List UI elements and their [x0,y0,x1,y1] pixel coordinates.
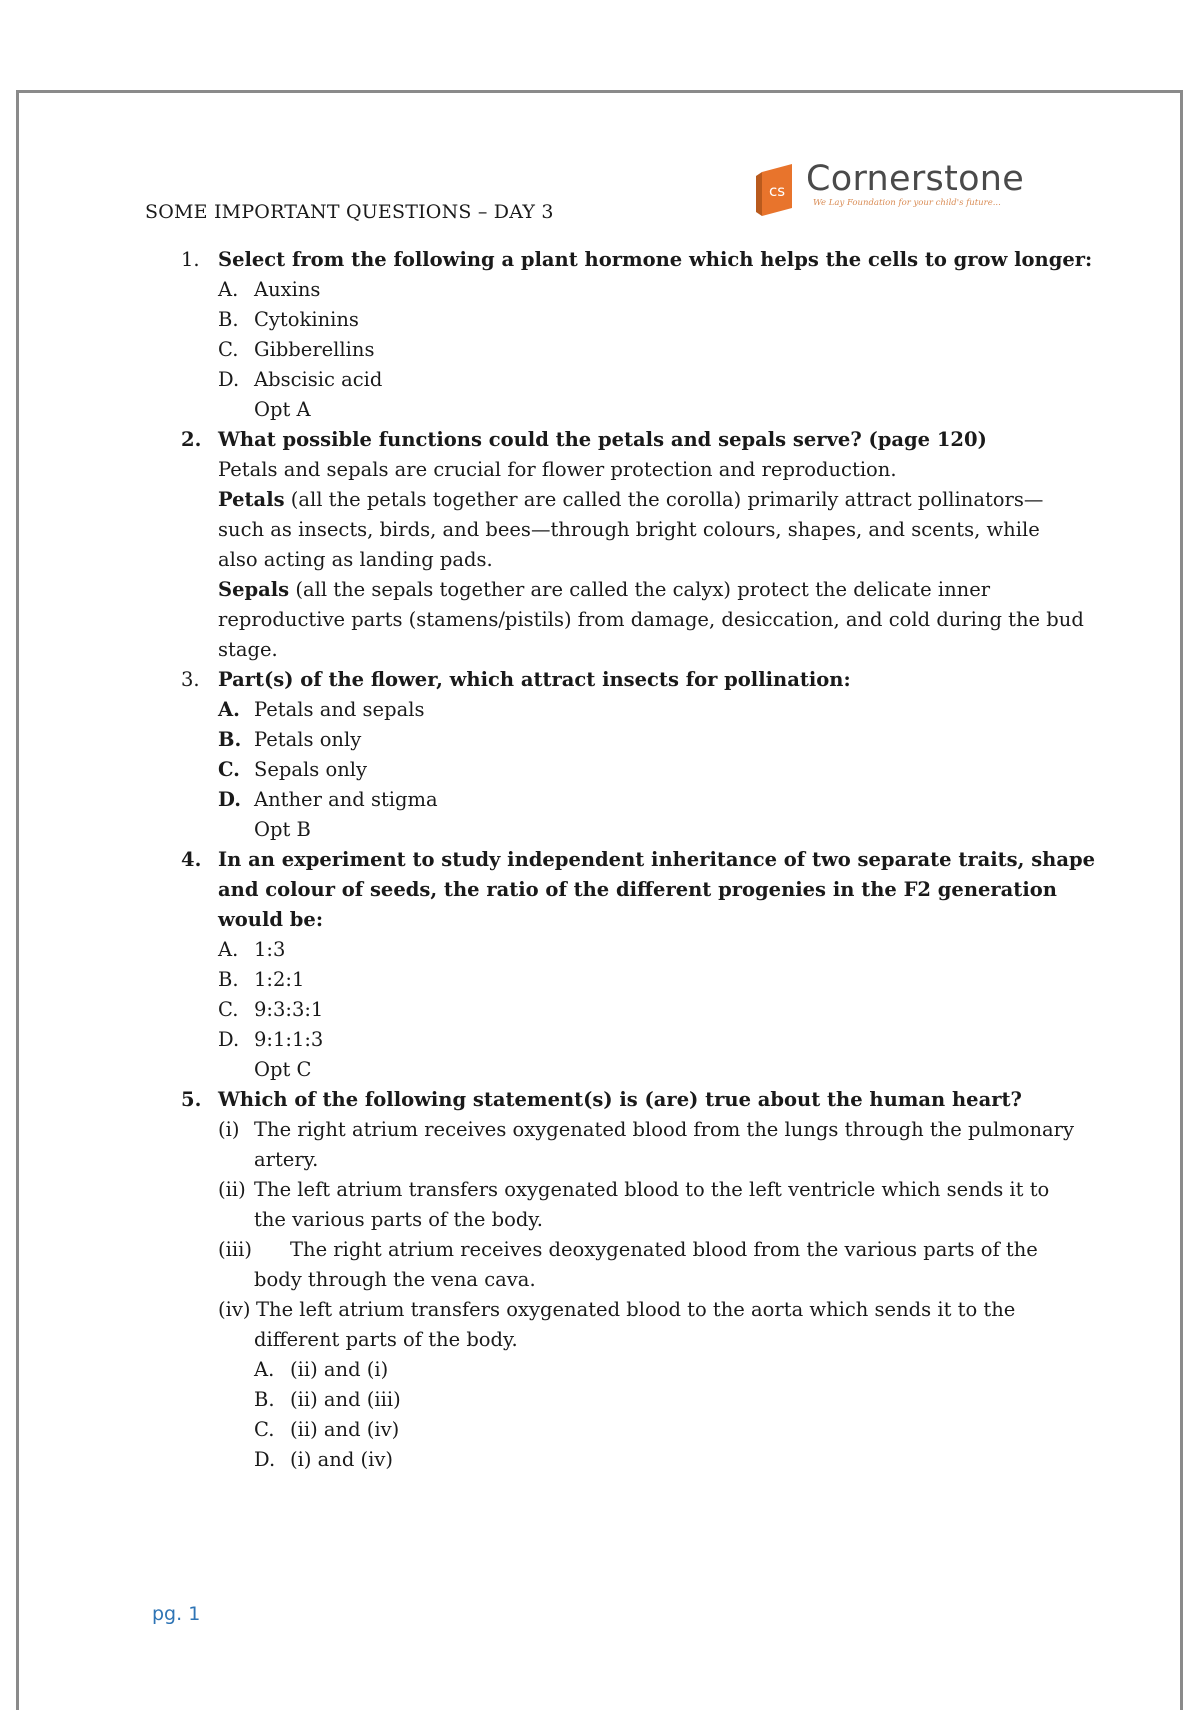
petals-text: (all the petals together are called the corolla) primarily attract pollinators— [284,488,1044,511]
answer-text: reproductive parts (stamens/pistils) from damage, desiccation, and cold during the bud [218,608,1084,631]
sepals-text: (all the sepals together are called the calyx) protect the delicate inner [289,578,991,601]
answer-text: Opt C [254,1058,312,1081]
statement-label: (iii) [218,1238,252,1261]
option-letter: B. [218,728,242,751]
statement-text: the various parts of the body. [254,1208,543,1231]
option-letter: A. [218,278,239,301]
question-number: 5. [181,1088,202,1111]
question-number: 2. [181,428,202,451]
question-text: In an experiment to study independent inheritance of two separate traits, shape [218,848,1096,871]
option-text: 1:2:1 [254,968,305,991]
statement-text: The right atrium receives oxygenated blood from the lungs through the pulmonary [254,1118,1074,1141]
document-title: SOME IMPORTANT QUESTIONS – DAY 3 [145,201,554,223]
question-number: 4. [181,848,202,871]
answer-intro: Petals and sepals are crucial for flower protection and reproduction. [218,458,897,481]
question-number: 1. [181,248,200,271]
option-letter: C. [254,1418,275,1441]
sepals-label: Sepals [218,578,290,601]
option-letter: C. [218,338,239,361]
answer-text: Opt A [254,398,311,421]
answer-text: stage. [218,638,278,661]
option-text: Sepals only [254,758,368,781]
question-text: Which of the following statement(s) is (are) true about the human heart? [218,1088,1022,1111]
cornerstone-logo-icon [756,162,798,216]
question-text: and colour of seeds, the ratio of the different progenies in the F2 generation [218,878,1057,901]
answer-text: Opt B [254,818,311,841]
option-text: (ii) and (iii) [290,1388,401,1411]
option-letter: A. [218,698,240,721]
option-text: 1:3 [254,938,286,961]
answer-sepals [218,575,990,605]
option-letter: D. [254,1448,276,1471]
option-letter: C. [218,758,240,781]
option-text: Cytokinins [254,308,359,331]
statement-text: body through the vena cava. [254,1268,536,1291]
statement-label: (iv) [218,1298,251,1321]
question-text: would be: [218,908,324,931]
option-letter: D. [218,1028,240,1051]
option-text: Abscisic acid [254,368,383,391]
option-letter: D. [218,788,242,811]
option-letter: C. [218,998,239,1021]
option-letter: A. [218,938,239,961]
option-text: Petals and sepals [254,698,425,721]
answer-petals [218,485,1043,515]
statement-text: different parts of the body. [254,1328,518,1351]
option-letter: D. [218,368,240,391]
question-text: What possible functions could the petals and sepals serve? (page 120) [218,428,987,451]
cornerstone-logo [756,158,1025,220]
logo-tagline: We Lay Foundation for your child's future... [813,198,1001,208]
option-letter: B. [218,308,239,331]
question-text: Part(s) of the flower, which attract insects for pollination: [218,668,851,691]
option-text: Petals only [254,728,362,751]
option-letter: A. [254,1358,275,1381]
answer-text: also acting as landing pads. [218,548,493,571]
statement-text: The left atrium transfers oxygenated blood to the left ventricle which sends it to [254,1178,1050,1201]
question-text: Select from the following a plant hormone which helps the cells to grow longer: [218,248,1093,271]
statement-label: (ii) [218,1178,246,1201]
statement-text: artery. [254,1148,319,1171]
option-text: Gibberellins [254,338,375,361]
option-text: (ii) and (i) [290,1358,389,1381]
page-number: pg. 1 [152,1603,201,1625]
option-letter: B. [218,968,239,991]
svg-text:cs: cs [768,182,786,200]
question-number: 3. [181,668,200,691]
option-text: Anther and stigma [254,788,438,811]
option-text: (ii) and (iv) [290,1418,400,1441]
statement-text: The left atrium transfers oxygenated blood to the aorta which sends it to the [256,1298,1016,1321]
statement-text: The right atrium receives deoxygenated blood from the various parts of the [290,1238,1038,1261]
logo-name: Cornerstone [806,159,1025,199]
option-text: 9:3:3:1 [254,998,324,1021]
option-text: Auxins [254,278,321,301]
option-text: (i) and (iv) [290,1448,393,1471]
statement-label: (i) [218,1118,240,1141]
petals-label: Petals [218,488,285,511]
answer-text: such as insects, birds, and bees—through bright colours, shapes, and scents, while [218,518,1040,541]
option-text: 9:1:1:3 [254,1028,324,1051]
option-letter: B. [254,1388,275,1411]
